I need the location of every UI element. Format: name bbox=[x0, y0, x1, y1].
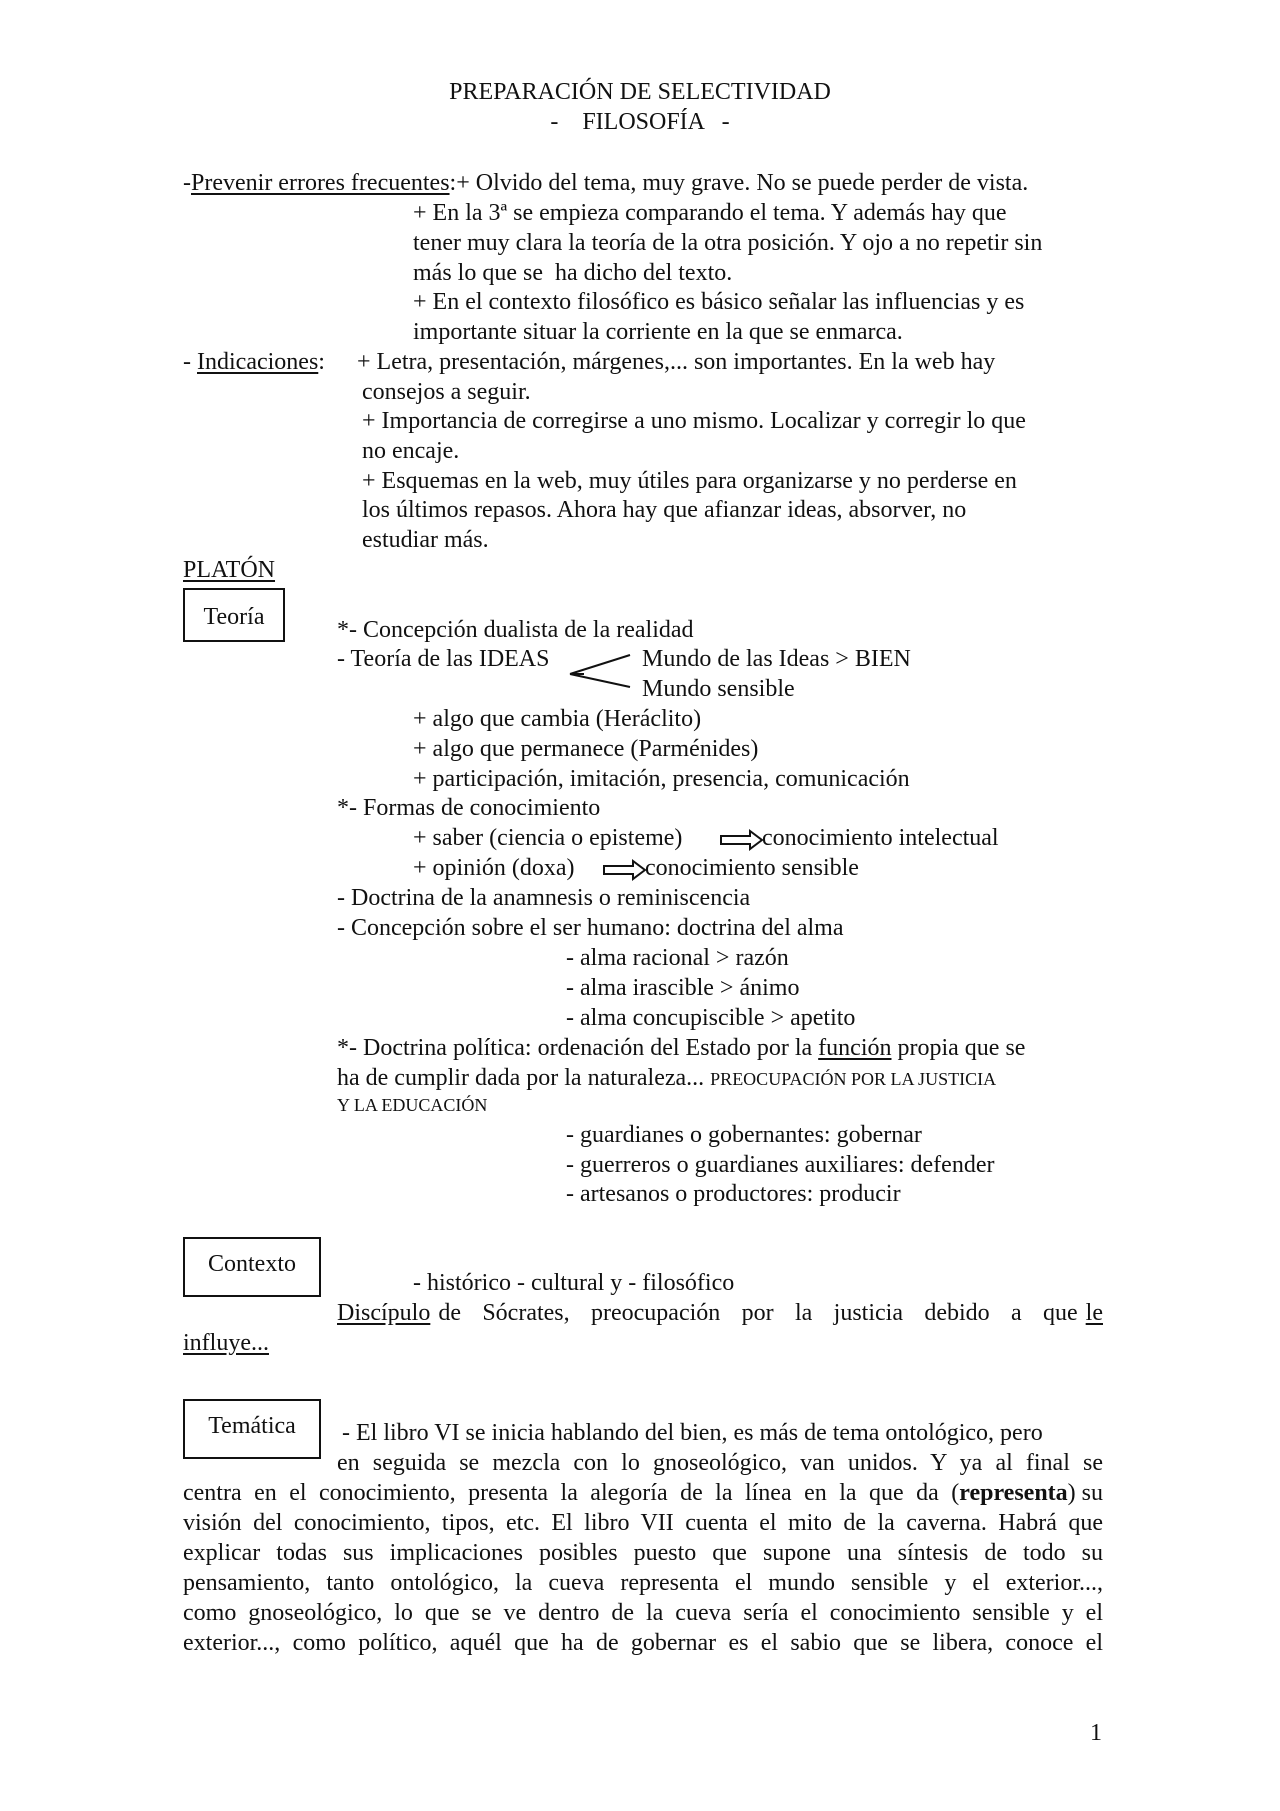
tematica-line: pensamiento, tanto ontológico, la cueva representa el mundo sensible y el exterior..., bbox=[183, 1570, 1103, 1596]
teoria-item: + participación, imitación, presencia, comunicación bbox=[413, 766, 910, 792]
arrow-right-icon bbox=[603, 860, 647, 880]
clase-item: - guardianes o gobernantes: gobernar bbox=[566, 1122, 922, 1148]
errores-line: más lo que se ha dicho del texto. bbox=[413, 260, 733, 286]
opinion-line: + opinión (doxa) bbox=[413, 855, 575, 881]
errores-first-line bbox=[183, 168, 1028, 198]
indicaciones-first-line bbox=[183, 347, 325, 377]
tematica-line-3 bbox=[183, 1478, 1103, 1508]
teoria-item: + algo que cambia (Heráclito) bbox=[413, 706, 702, 732]
contexto-discipulo: Discípulo bbox=[337, 1300, 431, 1326]
tematica-line: en seguida se mezcla con lo gnoseológico, van unidos. Y ya al final se bbox=[337, 1450, 1103, 1476]
tematica-line: visión del conocimiento, tipos, etc. El libro VII cuenta el mito de la caverna. Habrá que bbox=[183, 1510, 1103, 1536]
tematica-line: exterior..., como político, aquél que ha de gobernar es el sabio que se libera, conoce el bbox=[183, 1630, 1103, 1656]
indicaciones-prefix: - bbox=[183, 349, 197, 375]
arrow-right-icon bbox=[720, 830, 764, 850]
errores-label: Prevenir errores frecuentes bbox=[191, 170, 450, 196]
clase-item: - guerreros o guardianes auxiliares: defender bbox=[566, 1152, 995, 1178]
teoria-ideas: - Teoría de las IDEAS bbox=[337, 646, 550, 672]
politica-text: *- Doctrina política: ordenación del Estado por la bbox=[337, 1035, 819, 1061]
indicaciones-line: consejos a seguir. bbox=[362, 379, 531, 405]
contexto-box: Contexto bbox=[183, 1237, 321, 1297]
indicaciones-line: los últimos repasos. Ahora hay que afianzar ideas, absorver, no bbox=[362, 497, 967, 523]
opinion-result: conocimiento sensible bbox=[645, 855, 859, 881]
contexto-text: de Sócrates, preocupación por la justicia debido a que bbox=[438, 1300, 1078, 1326]
teoria-concepcion: *- Concepción dualista de la realidad bbox=[337, 617, 694, 643]
tematica-box: Temática bbox=[183, 1399, 321, 1459]
errores-line: + En el contexto filosófico es básico señalar las influencias y es bbox=[413, 289, 1025, 315]
contexto-paragraph bbox=[337, 1298, 1103, 1328]
tematica-text: centra en el conocimiento, presenta la alegoría de la línea en la que da ( bbox=[183, 1480, 960, 1506]
errores-first: :+ Olvido del tema, muy grave. No se puede perder de vista. bbox=[449, 170, 1029, 196]
platon-heading: PLATÓN bbox=[183, 557, 276, 583]
tematica-line: como gnoseológico, lo que se ve dentro de la cueva sería el conocimiento sensible y el bbox=[183, 1600, 1103, 1626]
branch-lines-icon bbox=[570, 650, 634, 690]
ser-humano-line: - Concepción sobre el ser humano: doctrina del alma bbox=[337, 915, 844, 941]
indicaciones-line: + Esquemas en la web, muy útiles para organizarse y no perderse en bbox=[362, 468, 1017, 494]
politica-caps: PREOCUPACIÓN POR LA JUSTICIA bbox=[710, 1069, 997, 1089]
clase-item: - artesanos o productores: producir bbox=[566, 1181, 901, 1207]
politica-line-1 bbox=[337, 1033, 1025, 1063]
errores-line: tener muy clara la teoría de la otra posición. Y ojo a no repetir sin bbox=[413, 230, 1043, 256]
page-title: PREPARACIÓN DE SELECTIVIDAD bbox=[449, 79, 831, 105]
tematica-line: - El libro VI se inicia hablando del bien, es más de tema ontológico, pero bbox=[342, 1420, 1043, 1446]
formas-conocimiento: *- Formas de conocimiento bbox=[337, 795, 601, 821]
teoria-item: + algo que permanece (Parménides) bbox=[413, 736, 759, 762]
alma-item: - alma irascible > ánimo bbox=[566, 975, 800, 1001]
mundo-sensible: Mundo sensible bbox=[642, 676, 795, 702]
politica-funcion: función bbox=[818, 1035, 892, 1061]
tematica-text: ) su bbox=[1067, 1480, 1103, 1506]
politica-text: propia que se bbox=[891, 1035, 1026, 1061]
saber-line: + saber (ciencia o episteme) bbox=[413, 825, 683, 851]
contexto-influye: influye... bbox=[183, 1330, 269, 1356]
errores-prefix: - bbox=[183, 170, 191, 196]
anamnesis-line: - Doctrina de la anamnesis o reminiscencia bbox=[337, 885, 751, 911]
mundo-ideas: Mundo de las Ideas > BIEN bbox=[642, 646, 911, 672]
contexto-tipos: - histórico - cultural y - filosófico bbox=[413, 1270, 735, 1296]
indicaciones-first: + Letra, presentación, márgenes,... son importantes. En la web hay bbox=[357, 349, 996, 375]
errores-line: + En la 3ª se empieza comparando el tema. Y además hay que bbox=[413, 200, 1007, 226]
errores-line: importante situar la corriente en la que se enmarca. bbox=[413, 319, 903, 345]
contexto-le: le bbox=[1085, 1300, 1103, 1326]
indicaciones-line: no encaje. bbox=[362, 438, 460, 464]
indicaciones-label: Indicaciones bbox=[197, 349, 319, 375]
page-subtitle: - FILOSOFÍA - bbox=[550, 109, 730, 135]
politica-text: ha de cumplir dada por la naturaleza... bbox=[337, 1065, 711, 1091]
indicaciones-line: estudiar más. bbox=[362, 527, 489, 553]
politica-line-3: Y LA EDUCACIÓN bbox=[337, 1095, 488, 1115]
alma-item: - alma concupiscible > apetito bbox=[566, 1005, 856, 1031]
page-number: 1 bbox=[1090, 1720, 1102, 1746]
alma-item: - alma racional > razón bbox=[566, 945, 789, 971]
tematica-bold: representa bbox=[959, 1480, 1068, 1506]
saber-result: conocimiento intelectual bbox=[762, 825, 999, 851]
tematica-line: explicar todas sus implicaciones posibles puesto que supone una síntesis de todo su bbox=[183, 1540, 1103, 1566]
indicaciones-line: + Importancia de corregirse a uno mismo. Localizar y corregir lo que bbox=[362, 408, 1026, 434]
teoria-box: Teoría bbox=[183, 588, 285, 642]
indicaciones-colon: : bbox=[318, 349, 325, 375]
